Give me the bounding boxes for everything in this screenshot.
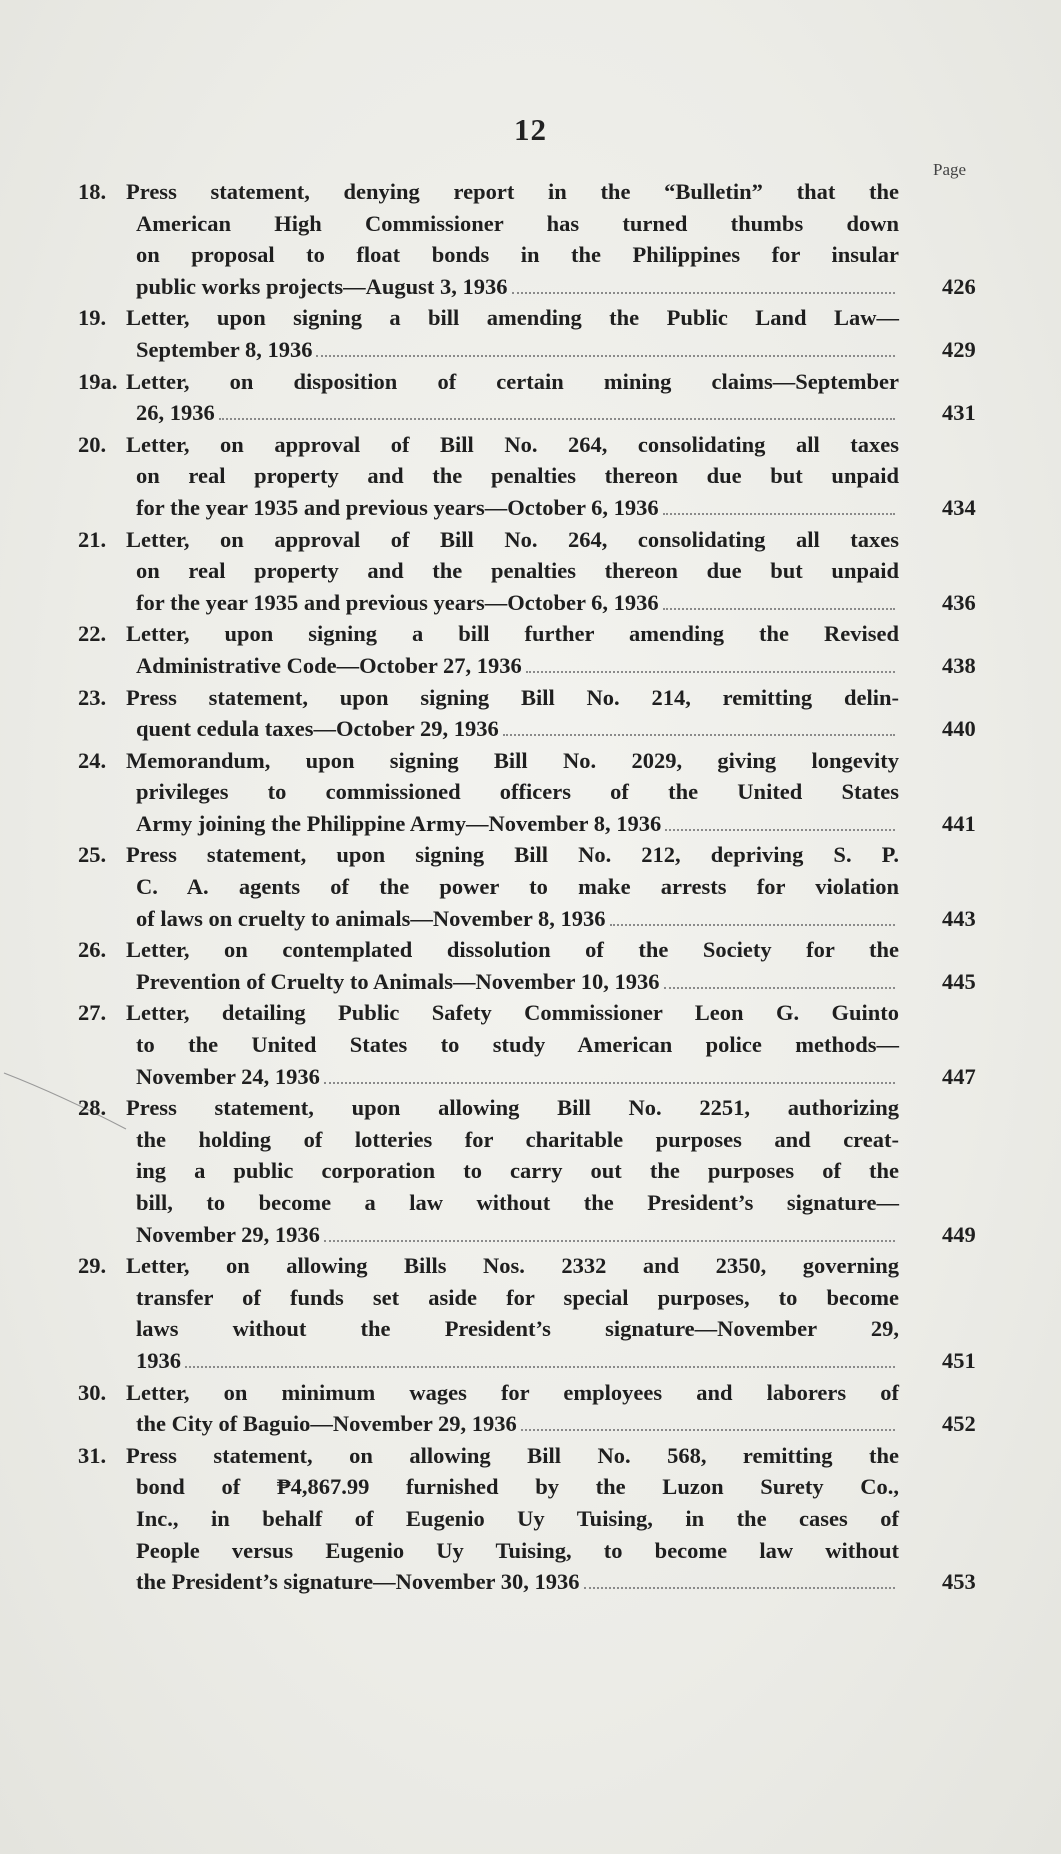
toc-entry: [0, 1250, 1061, 1376]
toc-entry: [0, 618, 1061, 681]
toc-entry-line: [0, 397, 1061, 429]
toc-entry-text: November 29, 1936: [136, 1221, 320, 1247]
toc-entry-text: People versus Eugenio Uy Tuising, to become law without: [136, 1537, 899, 1563]
toc-entry-page: 438: [942, 652, 976, 678]
toc-entry-line: [0, 208, 1061, 240]
toc-entry-text: Army joining the Philippine Army—November 8, 1936: [136, 810, 662, 836]
toc-entry-line: [0, 555, 1061, 587]
page-column-label: Page: [933, 160, 967, 179]
toc-entry-text: Letter, on allowing Bills Nos. 2332 and 2350, governing: [126, 1253, 899, 1279]
toc-entry-line: [0, 682, 1061, 714]
toc-entry-text: Letter, on approval of Bill No. 264, consolidating all taxes: [126, 431, 899, 457]
toc-entry-line: [0, 334, 1061, 366]
toc-entry-line: [0, 1408, 1061, 1440]
toc-entry-page: 440: [942, 716, 976, 742]
toc-entry-text: American High Commissioner has turned thumbs down: [136, 210, 899, 236]
toc-entry-number: 30.: [78, 1379, 107, 1405]
toc-entry-text: for the year 1935 and previous years—October 6, 1936: [136, 589, 659, 615]
toc-entry-text: bill, to become a law without the President’s signature—: [136, 1190, 899, 1215]
dot-leader: [503, 734, 895, 736]
toc-entry-page: 449: [942, 1221, 976, 1247]
toc-entry-number: 18.: [78, 179, 107, 204]
toc-entry-page: 441: [942, 810, 976, 836]
toc-entry-page: 429: [942, 336, 976, 362]
toc-entry-line: [0, 492, 1061, 524]
toc-entry: [0, 997, 1061, 1092]
toc-entry-line: [0, 1535, 1061, 1567]
toc-entry-text: November 24, 1936: [136, 1063, 320, 1089]
toc-entry-number: 24.: [78, 747, 107, 773]
toc-entry-line: [0, 839, 1061, 871]
toc-entry-number: 21.: [78, 526, 107, 552]
toc-entry-page: 445: [942, 968, 976, 994]
toc-entry-text: Letter, on disposition of certain mining claims—September: [126, 368, 899, 394]
toc-entry-line: [0, 618, 1061, 650]
toc-entry-text: Letter, on contemplated dissolution of the Society for the: [126, 937, 899, 963]
toc-entry-line: [0, 1124, 1061, 1156]
toc-entry-number: 19a.: [78, 368, 118, 394]
toc-entry-line: [0, 808, 1061, 840]
toc-entry: [0, 524, 1061, 619]
toc-entry-text: Press statement, on allowing Bill No. 568, remitting the: [126, 1442, 899, 1468]
toc-entry-line: [0, 587, 1061, 619]
toc-entry-line: [0, 302, 1061, 334]
toc-entry-text: Letter, upon signing a bill further amending the Revised: [126, 621, 899, 647]
dot-leader: [610, 924, 895, 926]
toc-entry-text: the holding of lotteries for charitable purposes and creat-: [136, 1126, 899, 1152]
toc-entry-line: [0, 1250, 1061, 1282]
toc-entry-line: [0, 1219, 1061, 1251]
toc-entry-number: 29.: [78, 1253, 107, 1279]
dot-leader: [663, 608, 895, 610]
toc-entry-text: Letter, on approval of Bill No. 264, consolidating all taxes: [126, 526, 899, 552]
toc-entry-line: [0, 776, 1061, 808]
toc-entry-number: 23.: [78, 684, 107, 710]
toc-entry-number: 25.: [78, 842, 107, 868]
toc-entry-text: Letter, on minimum wages for employees and laborers of: [126, 1379, 899, 1405]
dot-leader: [665, 829, 895, 831]
toc-entry-text: Letter, detailing Public Safety Commissioner Leon G. Guinto: [126, 1000, 899, 1026]
toc-entry-line: [0, 1377, 1061, 1409]
toc-entry-number: 22.: [78, 621, 107, 647]
toc-entry-text: Inc., in behalf of Eugenio Uy Tuising, in the cases of: [136, 1505, 899, 1531]
dot-leader: [663, 513, 895, 515]
toc-entry-text: transfer of funds set aside for special purposes, to become: [136, 1284, 899, 1310]
toc-entry-line: [0, 1187, 1061, 1219]
toc-entry: [0, 682, 1061, 745]
dot-leader: [316, 355, 895, 357]
dot-leader: [324, 1082, 895, 1084]
dot-leader: [584, 1587, 895, 1589]
dot-leader: [185, 1366, 895, 1368]
toc-entry-text: Letter, upon signing a bill amending the Public Land Law—: [126, 305, 899, 331]
toc-entry-text: Press statement, denying report in the “Bulletin” that the: [126, 179, 899, 204]
dot-leader: [521, 1429, 895, 1431]
toc-entry-line: [0, 1471, 1061, 1503]
toc-entry-page: 436: [942, 589, 976, 615]
toc-entry-line: [0, 1345, 1061, 1377]
toc-entry-line: [0, 871, 1061, 903]
toc-entry-page: 452: [942, 1411, 976, 1437]
toc-entry-line: [0, 1029, 1061, 1061]
toc-entry-number: 31.: [78, 1442, 107, 1468]
toc-entry-text: public works projects—August 3, 1936: [136, 273, 508, 299]
toc-entry-text: of laws on cruelty to animals—November 8, 1936: [136, 905, 606, 931]
toc-entry-line: [0, 1282, 1061, 1314]
toc-entry-text: laws without the President’s signature—November 29,: [136, 1316, 899, 1342]
toc-entry-text: Press statement, upon signing Bill No. 212, depriving S. P.: [126, 842, 899, 868]
toc-entry-text: Prevention of Cruelty to Animals—November 10, 1936: [136, 968, 660, 994]
table-of-contents: [0, 176, 1061, 1598]
toc-entry-text: C. A. agents of the power to make arrests for violation: [136, 874, 899, 900]
dot-leader: [664, 987, 895, 989]
toc-entry-line: [0, 713, 1061, 745]
toc-entry-page: 453: [942, 1569, 976, 1595]
toc-entry-text: to the United States to study American police methods—: [136, 1032, 899, 1058]
toc-entry-number: 26.: [78, 937, 107, 963]
page-number: 12: [514, 112, 547, 147]
toc-entry-line: [0, 1440, 1061, 1472]
toc-entry-page: 431: [942, 400, 976, 426]
toc-entry: [0, 302, 1061, 365]
dot-leader: [526, 671, 895, 673]
toc-entry: [0, 429, 1061, 524]
toc-entry: [0, 745, 1061, 840]
toc-entry-text: quent cedula taxes—October 29, 1936: [136, 716, 499, 742]
toc-entry-line: [0, 745, 1061, 777]
toc-entry-page: 443: [942, 905, 976, 931]
toc-entry-line: [0, 903, 1061, 935]
toc-entry-line: [0, 1061, 1061, 1093]
toc-entry-text: privileges to commissioned officers of the United States: [136, 779, 899, 805]
toc-entry-text: Memorandum, upon signing Bill No. 2029, giving longevity: [126, 747, 899, 773]
toc-entry-number: 19.: [78, 305, 107, 331]
dot-leader: [219, 418, 895, 420]
toc-entry-line: [0, 366, 1061, 398]
toc-entry-line: [0, 524, 1061, 556]
toc-entry-text: Press statement, upon allowing Bill No. 2251, authorizing: [126, 1095, 899, 1121]
toc-entry-line: [0, 176, 1061, 208]
toc-entry-text: Press statement, upon signing Bill No. 214, remitting delin-: [126, 684, 899, 710]
toc-entry-number: 28.: [78, 1095, 107, 1121]
toc-entry-number: 20.: [78, 431, 107, 457]
toc-entry-line: [0, 997, 1061, 1029]
toc-entry-text: the City of Baguio—November 29, 1936: [136, 1411, 517, 1437]
toc-entry-line: [0, 934, 1061, 966]
toc-entry-page: 451: [942, 1347, 976, 1373]
toc-entry-page: 447: [942, 1063, 976, 1089]
toc-entry-text: the President’s signature—November 30, 1936: [136, 1569, 580, 1595]
toc-entry-number: 27.: [78, 1000, 107, 1026]
toc-entry-line: [0, 460, 1061, 492]
toc-entry-line: [0, 1313, 1061, 1345]
toc-entry-line: [0, 239, 1061, 271]
toc-entry-text: Administrative Code—October 27, 1936: [136, 652, 522, 678]
toc-entry: [0, 1440, 1061, 1598]
toc-entry-text: 26, 1936: [136, 400, 215, 426]
toc-entry-text: for the year 1935 and previous years—October 6, 1936: [136, 494, 659, 520]
toc-entry-page: 426: [942, 273, 976, 299]
dot-leader: [512, 292, 895, 294]
toc-entry-page: 434: [942, 494, 976, 520]
toc-entry-line: [0, 271, 1061, 303]
toc-entry: [0, 366, 1061, 429]
toc-entry-text: bond of ₱4,867.99 furnished by the Luzon Surety Co.,: [136, 1474, 899, 1500]
toc-entry-line: [0, 1503, 1061, 1535]
toc-entry-line: [0, 1155, 1061, 1187]
toc-entry: [0, 934, 1061, 997]
toc-entry-line: [0, 429, 1061, 461]
toc-entry-line: [0, 650, 1061, 682]
toc-entry: [0, 1092, 1061, 1250]
dot-leader: [324, 1240, 895, 1242]
toc-entry-text: on real property and the penalties thereon due but unpaid: [136, 463, 899, 489]
toc-entry-line: [0, 966, 1061, 998]
toc-entry-text: ing a public corporation to carry out the purposes of the: [136, 1158, 899, 1184]
toc-entry: [0, 176, 1061, 302]
toc-entry-text: on real property and the penalties thereon due but unpaid: [136, 558, 899, 584]
toc-entry-line: [0, 1566, 1061, 1598]
toc-entry: [0, 1377, 1061, 1440]
toc-entry-text: 1936: [136, 1347, 181, 1373]
toc-entry-line: [0, 1092, 1061, 1124]
toc-entry-text: September 8, 1936: [136, 336, 313, 362]
toc-entry-text: on proposal to float bonds in the Philippines for insular: [136, 242, 899, 268]
toc-entry: [0, 839, 1061, 934]
